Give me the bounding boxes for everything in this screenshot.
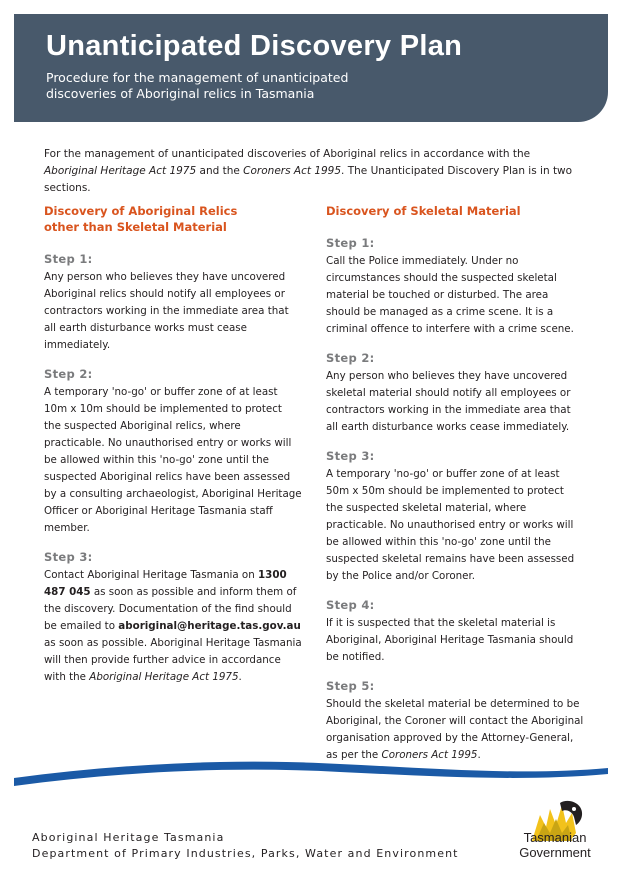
step-2: [44, 367, 302, 537]
step-label: Step 1:: [44, 252, 93, 266]
step-label: Step 5:: [326, 679, 375, 693]
step-text: A temporary 'no-go' or buffer zone of at least 10m x 10m should be implemented to protect the suspected Aboriginal relics, where practicable. No unauthorised entry or works will be allowed within this 'no-go' zone until the suspected Aboriginal relics have been assessed by a consulting archaeologist, Aboriginal Heritage Officer or Aboriginal Heritage Tasmania staff member.: [44, 386, 302, 534]
section-heading: Discovery of Aboriginal Relics other than Skeletal Material: [44, 204, 238, 234]
page-title: Unanticipated Discovery Plan: [46, 30, 463, 62]
step-3: [44, 550, 302, 686]
footer-organisation: [32, 830, 459, 862]
step-label: Step 3:: [44, 550, 93, 564]
step-text: Call the Police immediately. Under no circumstances should the suspected skeletal material be touched or disturbed. The area should be managed as a crime scene. It is a criminal offence to interfere with a crime scene.: [326, 255, 574, 335]
step-1: [326, 236, 584, 338]
step-label: Step 3:: [326, 449, 375, 463]
header-banner: [14, 14, 608, 122]
step-text: A temporary 'no-go' or buffer zone of at least 50m x 50m should be implemented to protect the suspected skeletal material, where practicable. No unauthorised entry or works will be allowed within this 'no-go' zone until the suspected skeletal remains have been assessed by the Police and/or Coroner.: [326, 468, 575, 582]
section-aboriginal-relics: [44, 203, 302, 699]
step-2: [326, 351, 584, 436]
step-3: [326, 449, 584, 585]
act-reference: Aboriginal Heritage Act 1975: [89, 671, 239, 683]
page-subtitle: [46, 70, 348, 102]
email-address: aboriginal@heritage.tas.gov.au: [118, 620, 301, 632]
act-reference: Aboriginal Heritage Act 1975: [44, 165, 197, 177]
section-skeletal-material: [326, 203, 584, 777]
logo-wordmark: Tasmanian Government: [519, 830, 591, 860]
section-heading: Discovery of Skeletal Material: [326, 204, 521, 218]
phone-number: 1300 487 045: [44, 569, 287, 598]
step-label: Step 2:: [326, 351, 375, 365]
act-reference: Coroners Act 1995: [243, 165, 342, 177]
subtitle-line-1: Procedure for the management of unanticipated: [46, 70, 349, 85]
footer-department: Department of Primary Industries, Parks, Water and Environment: [32, 847, 459, 860]
step-text: Any person who believes they have uncovered skeletal material should notify all employees or contractors working in the immediate area that all earth disturbance works cease immediately.: [326, 370, 571, 433]
step-label: Step 2:: [44, 367, 93, 381]
step-5: [326, 679, 584, 764]
step-text: If it is suspected that the skeletal material is Aboriginal, Aboriginal Heritage Tasmania should be notified.: [326, 617, 574, 663]
step-label: Step 4:: [326, 598, 375, 612]
step-text: Should the skeletal material be determined to be Aboriginal, the Coroner will contact the Aboriginal organisation approved by the Attorney-General, as per the Coroners Act 1995.: [326, 698, 584, 761]
footer-org-name: Aboriginal Heritage Tasmania: [32, 831, 225, 844]
step-text: Contact Aboriginal Heritage Tasmania on 1300 487 045 as soon as possible and inform them of the discovery. Documentation of the find should be emailed to aboriginal@heritage.tas.gov.au as soon as possible. Aboriginal Heritage Tasmania will then provide further advice in accordance with the Aboriginal Heritage Act 1975.: [44, 569, 302, 683]
step-4: [326, 598, 584, 666]
act-reference: Coroners Act 1995: [381, 749, 478, 761]
step-text: Any person who believes they have uncovered Aboriginal relics should notify all employees or contractors working in the immediate area that all earth disturbance works must cease immediately.: [44, 271, 289, 351]
step-label: Step 1:: [326, 236, 375, 250]
step-1: [44, 252, 302, 354]
intro-paragraph: For the management of unanticipated discoveries of Aboriginal relics in accordance with the Aboriginal Heritage Act 1975 and the Coroners Act 1995. The Unanticipated Discovery Plan is in two sections.: [44, 148, 573, 194]
subtitle-line-2: discoveries of Aboriginal relics in Tasmania: [46, 86, 315, 101]
